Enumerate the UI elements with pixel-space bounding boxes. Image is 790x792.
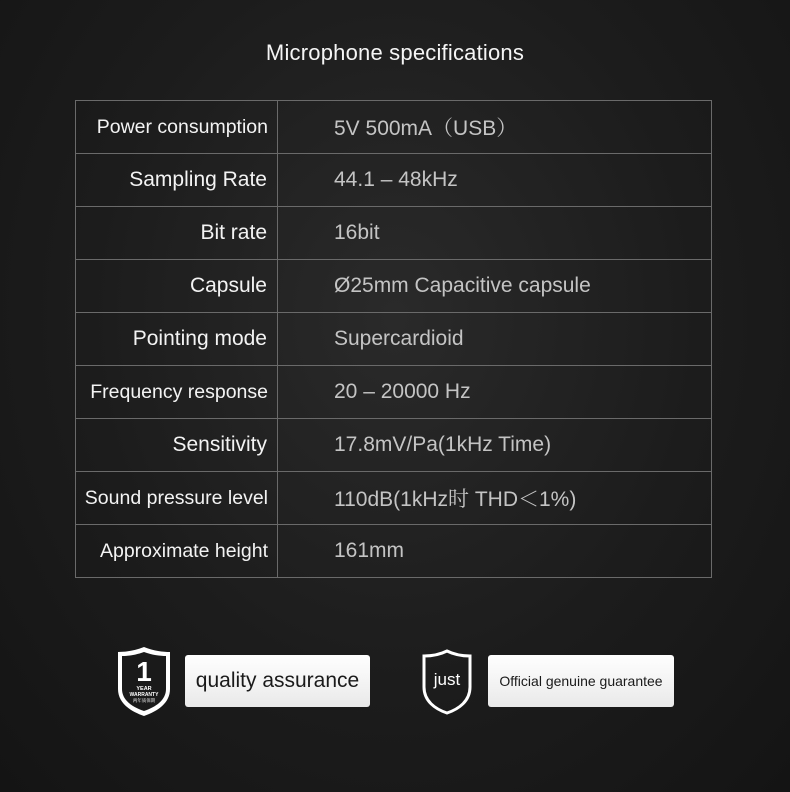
spec-value: 17.8mV/Pa(1kHz Time)	[278, 419, 712, 472]
just-shield-icon	[421, 649, 473, 715]
spec-label: Approximate height	[76, 525, 278, 578]
official-genuine-badge: Official genuine guarantee	[488, 655, 674, 707]
spec-value: 161mm	[278, 525, 712, 578]
warranty-chinese-text: 两年质保期	[132, 699, 156, 704]
table-row	[76, 472, 712, 525]
table-row	[76, 207, 712, 260]
warranty-shield-icon	[116, 645, 172, 717]
page-title: Microphone specifications	[265, 40, 525, 65]
table-row	[76, 313, 712, 366]
warranty-word-text: WARRANTY	[129, 692, 159, 698]
spec-value: 16bit	[278, 207, 712, 260]
spec-value: 20 – 20000 Hz	[278, 366, 712, 419]
warranty-number: 1	[136, 656, 152, 687]
table-row	[76, 366, 712, 419]
guarantee-badges	[0, 645, 790, 715]
spec-label: Frequency response	[76, 366, 278, 419]
spec-value: Supercardioid	[278, 313, 712, 366]
table-row	[76, 101, 712, 154]
table-row	[76, 525, 712, 578]
spec-label: Pointing mode	[76, 313, 278, 366]
spec-label: Capsule	[76, 260, 278, 313]
spec-label: Sensitivity	[76, 419, 278, 472]
spec-value: 44.1 – 48kHz	[278, 154, 712, 207]
table-row	[76, 419, 712, 472]
spec-table	[75, 100, 712, 578]
warranty-year-text: YEAR	[136, 686, 152, 692]
spec-label: Sampling Rate	[76, 154, 278, 207]
spec-label: Bit rate	[76, 207, 278, 260]
table-row	[76, 154, 712, 207]
quality-assurance-badge: quality assurance	[185, 655, 370, 707]
spec-label: Sound pressure level	[76, 472, 278, 525]
spec-value: 110dB(1kHz时 THD＜1%)	[278, 472, 712, 525]
spec-value: Ø25mm Capacitive capsule	[278, 260, 712, 313]
spec-label: Power consumption	[76, 101, 278, 154]
just-shield-text: just	[433, 670, 461, 689]
table-row	[76, 260, 712, 313]
spec-value: 5V 500mA（USB）	[278, 101, 712, 154]
